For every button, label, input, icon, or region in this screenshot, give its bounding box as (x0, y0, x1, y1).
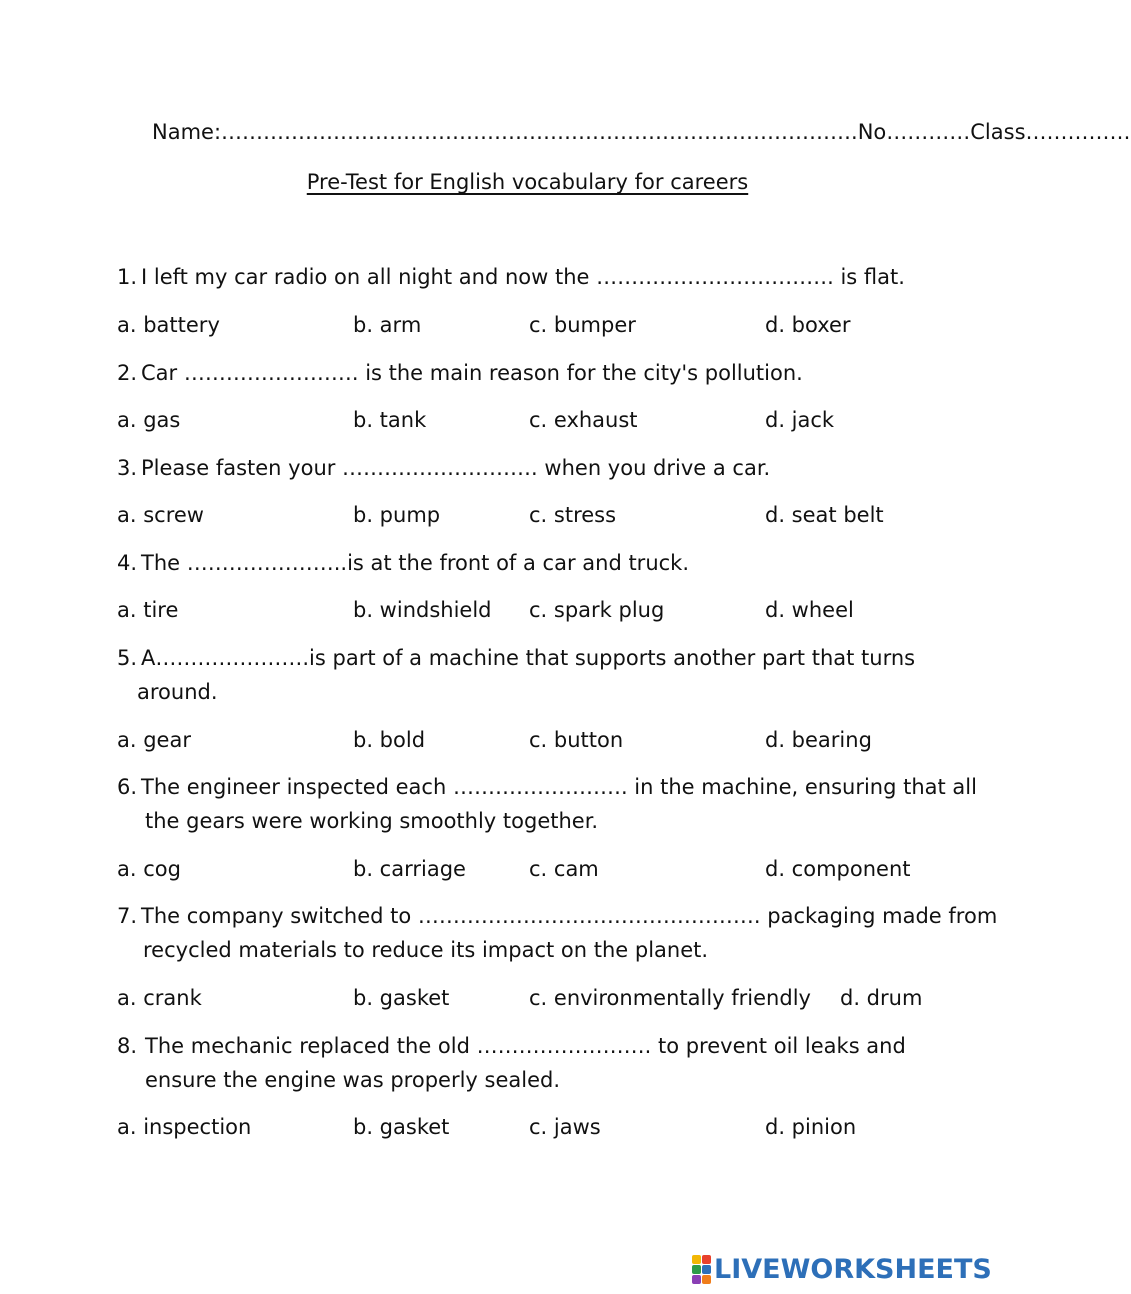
option-a[interactable]: a. crank (117, 986, 202, 1010)
option-c[interactable]: c. stress (529, 503, 617, 527)
question-number: 1. (117, 265, 138, 289)
question-text: The engineer inspected each ……………………. in the machine, ensuring that all (141, 775, 977, 799)
question-number: 2. (117, 361, 138, 385)
option-c[interactable]: c. bumper (529, 313, 636, 337)
logo-mark-icon (692, 1255, 710, 1283)
options-5 (117, 725, 947, 755)
question-8 (117, 1029, 906, 1097)
name-number-class-line: Name:……………………………………………………………………………….No…………Class…………… (152, 120, 1131, 144)
question-number: 8. (117, 1034, 138, 1058)
option-c[interactable]: c. exhaust (529, 408, 638, 432)
question-number: 5. (117, 646, 138, 670)
options-6 (117, 854, 947, 884)
option-a[interactable]: a. gas (117, 408, 181, 432)
option-a[interactable]: a. battery (117, 313, 220, 337)
question-text-continued: recycled materials to reduce its impact on the planet. (143, 938, 709, 962)
logo-block (692, 1255, 701, 1264)
option-d[interactable]: d. jack (765, 408, 835, 432)
option-d[interactable]: d. pinion (765, 1115, 857, 1139)
options-2 (117, 405, 947, 435)
options-7 (117, 983, 947, 1013)
question-3 (117, 451, 770, 485)
option-a[interactable]: a. screw (117, 503, 204, 527)
option-b[interactable]: b. carriage (353, 857, 466, 881)
option-b[interactable]: b. bold (353, 728, 426, 752)
question-text: I left my car radio on all night and now the ……………………………. is flat. (141, 265, 905, 289)
option-c[interactable]: c. jaws (529, 1115, 601, 1139)
question-text: The mechanic replaced the old ……………………. to prevent oil leaks and (145, 1034, 906, 1058)
options-8 (117, 1112, 947, 1142)
question-text: Please fasten your ………………………. when you drive a car. (141, 456, 771, 480)
question-number: 6. (117, 775, 138, 799)
options-1 (117, 310, 947, 340)
option-c[interactable]: c. button (529, 728, 624, 752)
question-text-continued: around. (137, 680, 218, 704)
option-b[interactable]: b. pump (353, 503, 441, 527)
option-d[interactable]: d. wheel (765, 598, 854, 622)
question-number: 7. (117, 904, 138, 928)
question-number: 3. (117, 456, 138, 480)
question-text: A………………….is part of a machine that supports another part that turns (141, 646, 916, 670)
option-b[interactable]: b. arm (353, 313, 422, 337)
question-1 (117, 260, 905, 294)
question-text-continued: the gears were working smoothly together. (145, 809, 599, 833)
question-2 (117, 356, 803, 390)
options-4 (117, 595, 947, 625)
logo-block (692, 1275, 701, 1284)
options-3 (117, 500, 947, 530)
logo-block (692, 1265, 701, 1274)
option-a[interactable]: a. gear (117, 728, 191, 752)
logo-block (702, 1265, 711, 1274)
option-d[interactable]: d. bearing (765, 728, 872, 752)
question-4 (117, 546, 689, 580)
option-d[interactable]: d. seat belt (765, 503, 884, 527)
question-number: 4. (117, 551, 138, 575)
logo-block (702, 1275, 711, 1284)
logo-block (702, 1255, 711, 1264)
liveworksheets-logo (692, 1252, 992, 1286)
question-7 (117, 899, 997, 967)
option-d[interactable]: d. component (765, 857, 911, 881)
option-a[interactable]: a. tire (117, 598, 179, 622)
option-c[interactable]: c. cam (529, 857, 599, 881)
option-b[interactable]: b. gasket (353, 986, 450, 1010)
option-b[interactable]: b. windshield (353, 598, 492, 622)
question-text: The company switched to …………………………………………. packaging made from (141, 904, 998, 928)
option-a[interactable]: a. cog (117, 857, 181, 881)
option-b[interactable]: b. tank (353, 408, 427, 432)
option-b[interactable]: b. gasket (353, 1115, 450, 1139)
question-text: The …………………..is at the front of a car and truck. (141, 551, 690, 575)
question-6 (117, 770, 977, 838)
worksheet-title: Pre-Test for English vocabulary for careers (306, 170, 749, 194)
question-text: Car ……………………. is the main reason for the city's pollution. (141, 361, 803, 385)
logo-text: LIVEWORKSHEETS (714, 1253, 992, 1285)
option-c[interactable]: c. environmentally friendly (529, 986, 811, 1010)
question-text-continued: ensure the engine was properly sealed. (145, 1068, 561, 1092)
option-a[interactable]: a. inspection (117, 1115, 252, 1139)
question-5 (117, 641, 915, 709)
option-d[interactable]: d. boxer (765, 313, 851, 337)
option-d[interactable]: d. drum (840, 986, 923, 1010)
option-c[interactable]: c. spark plug (529, 598, 665, 622)
